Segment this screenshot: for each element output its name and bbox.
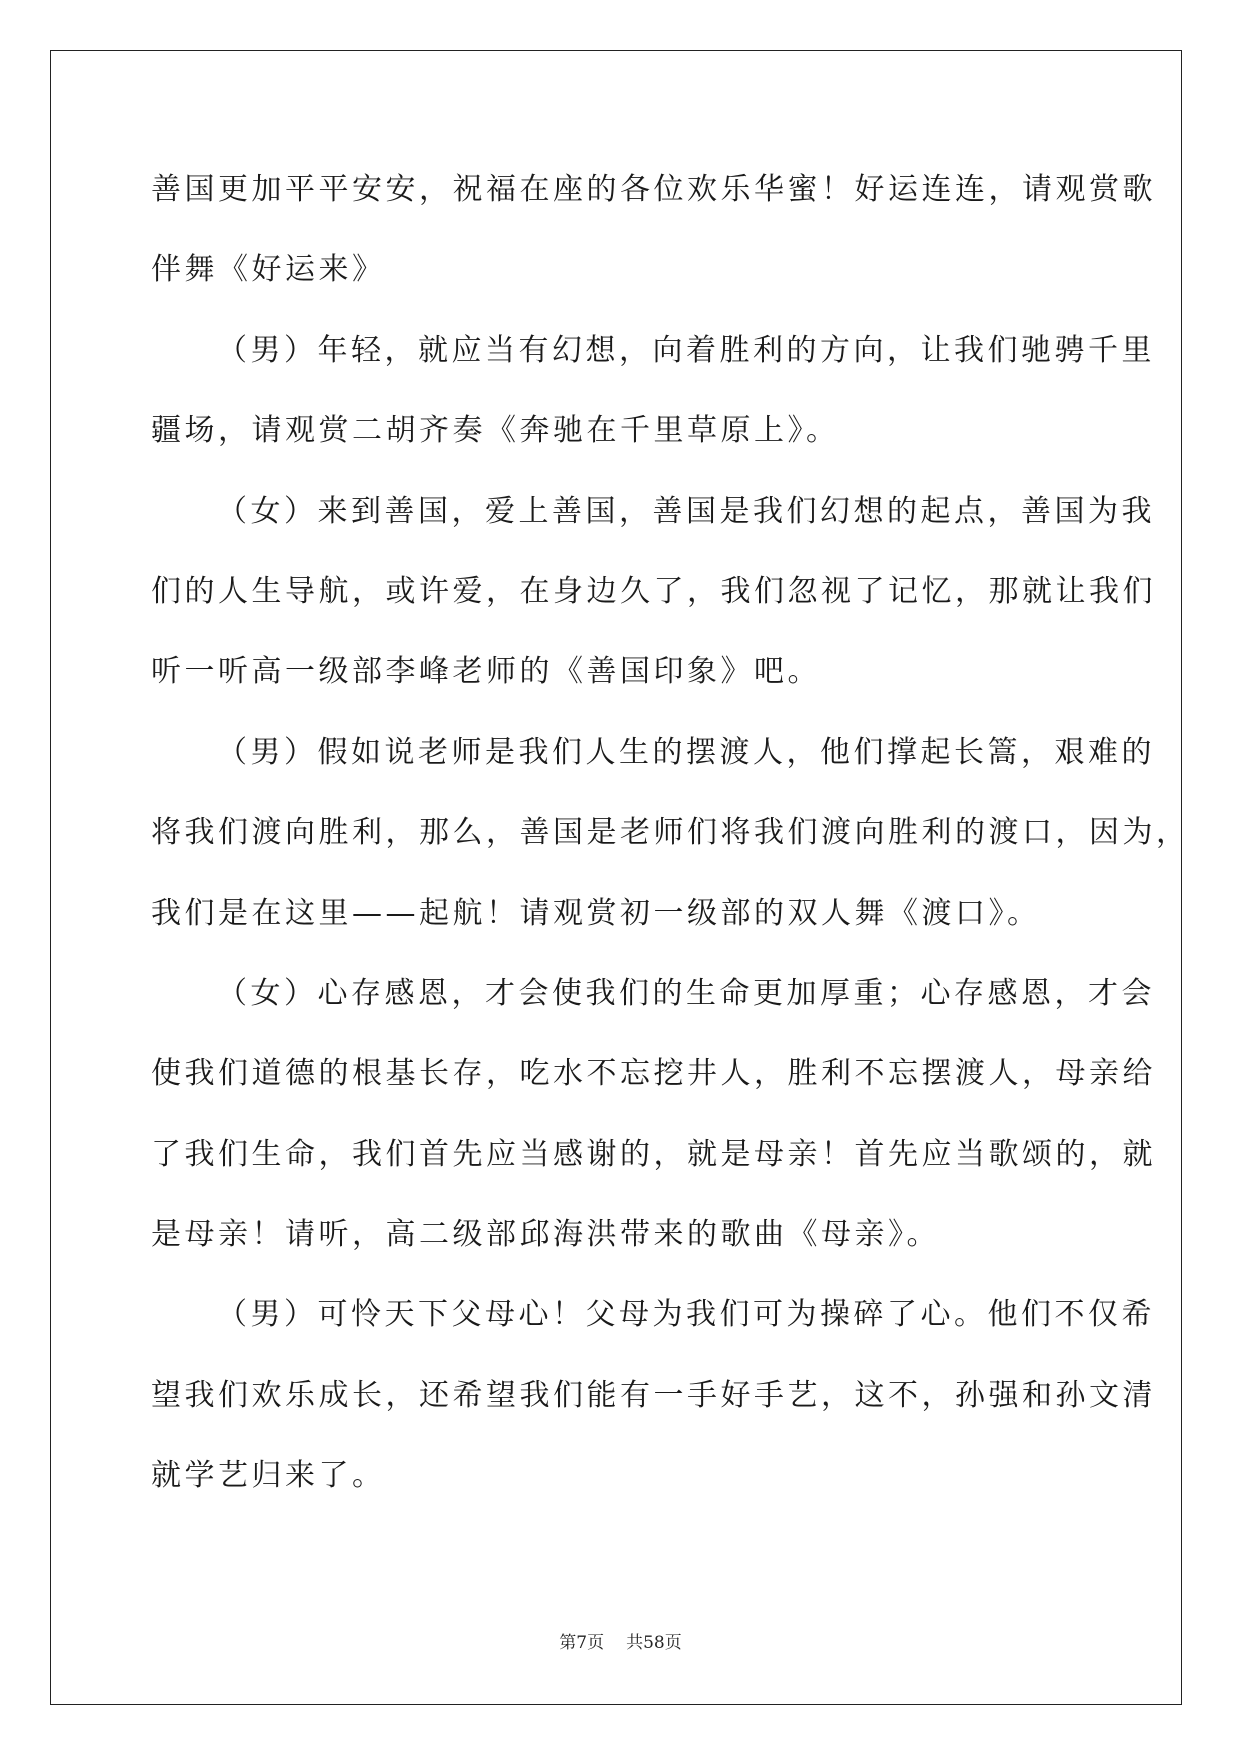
text-line-10: 我们是在这里——起航！请观赏初一级部的双人舞《渡口》。 [151, 895, 1041, 931]
text-line-9: 将我们渡向胜利，那么，善国是老师们将我们渡向胜利的渡口，因为， [151, 815, 1190, 851]
page-total: 共58页 [626, 1633, 682, 1653]
text-line-16: 望我们欢乐成长，还希望我们能有一手好手艺，这不，孙强和孙文清 [151, 1377, 1156, 1413]
text-line-4: 疆场，请观赏二胡齐奏《奔驰在千里草原上》。 [151, 413, 840, 449]
text-line-7: 听一听高一级部李峰老师的《善国印象》吧。 [151, 654, 821, 690]
document-body [151, 165, 1190, 1532]
text-line-12: 使我们道德的根基长存，吃水不忘挖井人，胜利不忘摆渡人，母亲给 [151, 1056, 1156, 1092]
text-line-5: （女）来到善国，爱上善国，善国是我们幻想的起点，善国为我 [217, 493, 1155, 529]
page-footer [0, 1628, 1241, 1653]
text-line-17: 就学艺归来了。 [151, 1458, 386, 1494]
text-line-8: （男）假如说老师是我们人生的摆渡人，他们撑起长篙，艰难的 [217, 734, 1155, 770]
text-line-14: 是母亲！请听，高二级部邱海洪带来的歌曲《母亲》。 [151, 1217, 940, 1253]
page-number: 第7页 [559, 1633, 605, 1653]
text-line-11: （女）心存感恩，才会使我们的生命更加厚重；心存感恩，才会 [217, 975, 1155, 1011]
text-line-2: 伴舞《好运来》 [151, 252, 386, 288]
text-line-1: 善国更加平平安安，祝福在座的各位欢乐华蜜！好运连连，请观赏歌 [151, 172, 1156, 207]
text-line-6: 们的人生导航，或许爱，在身边久了，我们忽视了记忆，那就让我们 [151, 573, 1156, 609]
text-line-3: （男）年轻，就应当有幻想，向着胜利的方向，让我们驰骋千里 [217, 332, 1155, 368]
text-line-13: 了我们生命，我们首先应当感谢的，就是母亲！首先应当歌颂的，就 [151, 1136, 1156, 1172]
text-line-15: （男）可怜天下父母心！父母为我们可为操碎了心。他们不仅希 [217, 1297, 1155, 1333]
